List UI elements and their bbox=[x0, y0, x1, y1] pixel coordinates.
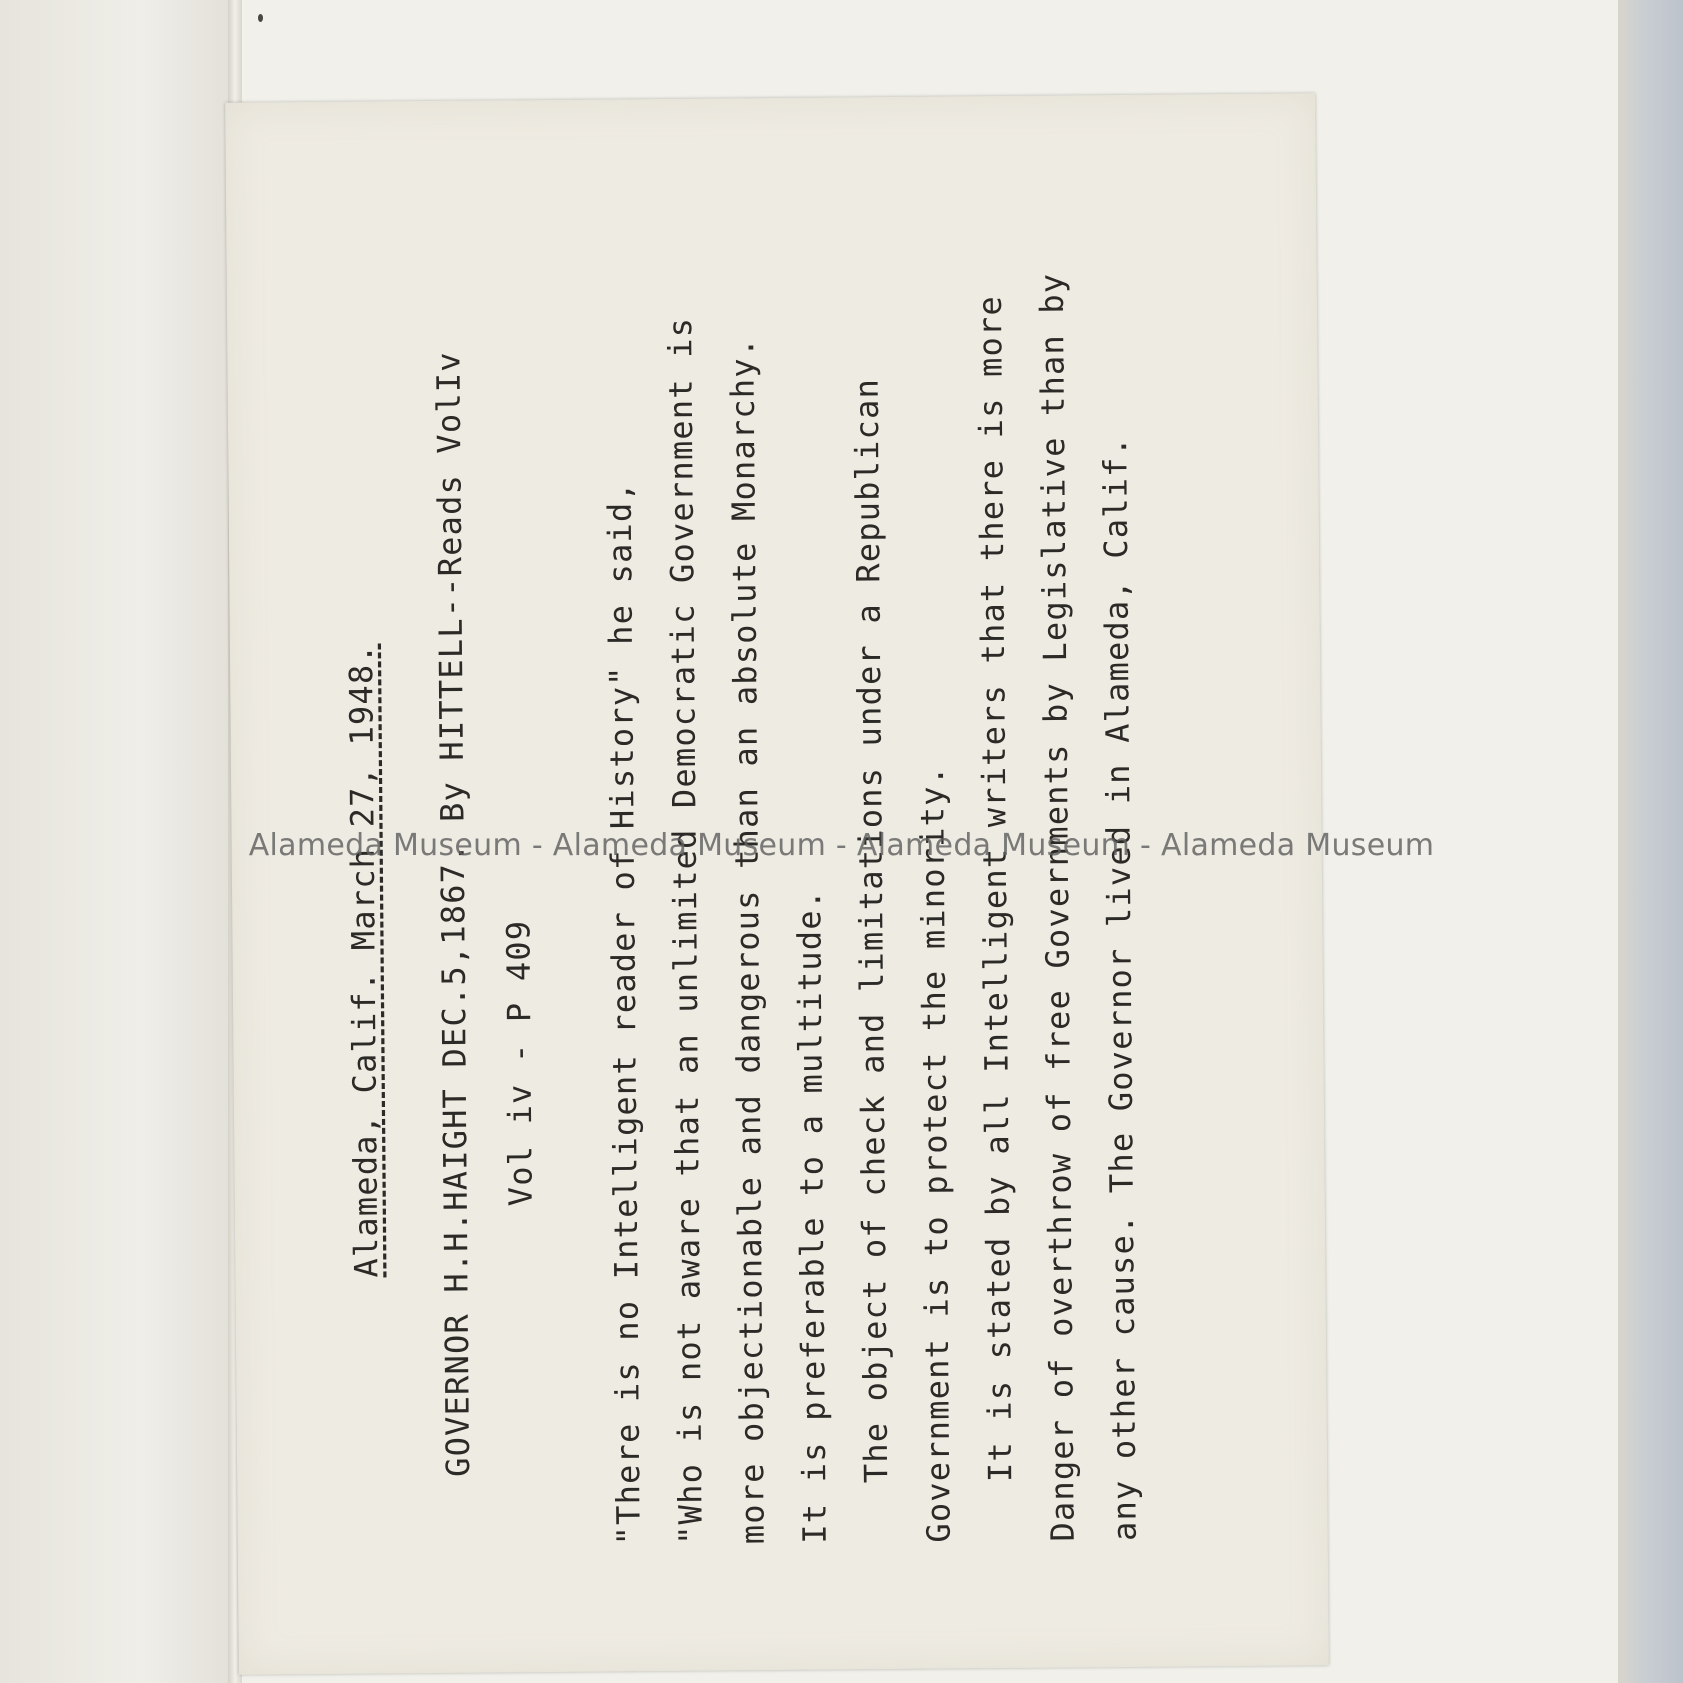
text-line: Government is to protect the minority. bbox=[912, 764, 958, 1543]
heading-governor: GOVERNOR H.H.HAIGHT DEC.5,1867. By HITTELL--Reads VolIv bbox=[429, 351, 478, 1477]
text-line: "Who is not aware that an unlimited Democratic Government is bbox=[661, 316, 710, 1545]
text-line: any other cause. The Governor lived in Alameda, Calif. bbox=[1096, 435, 1144, 1542]
text-line: "There is no Intelligent reader of History" he said, bbox=[600, 480, 648, 1546]
text-line: The object of check and limitations under a Republican bbox=[847, 377, 896, 1484]
typed-index-card bbox=[225, 93, 1329, 1674]
text-line: more objectionable and dangerous than an absolute Monarchy. bbox=[723, 336, 772, 1545]
dateline: Alameda, Calif. March 27, 1948. bbox=[341, 643, 386, 1278]
text-line: It is stated by all Intelligent writers that there is more bbox=[970, 294, 1020, 1483]
volume-reference: Vol iv - P 409 bbox=[499, 919, 540, 1207]
card-text-rotated bbox=[301, 170, 1253, 1598]
paper-speck bbox=[258, 14, 263, 22]
text-line: Danger of overthrow of free Governments by Legislative than by bbox=[1032, 272, 1082, 1542]
text-line: It is preferable to a multitude. bbox=[790, 888, 834, 1544]
museum-watermark: Alameda Museum - Alameda Museum - Alameda Museum - Alameda Museum bbox=[248, 828, 1435, 863]
